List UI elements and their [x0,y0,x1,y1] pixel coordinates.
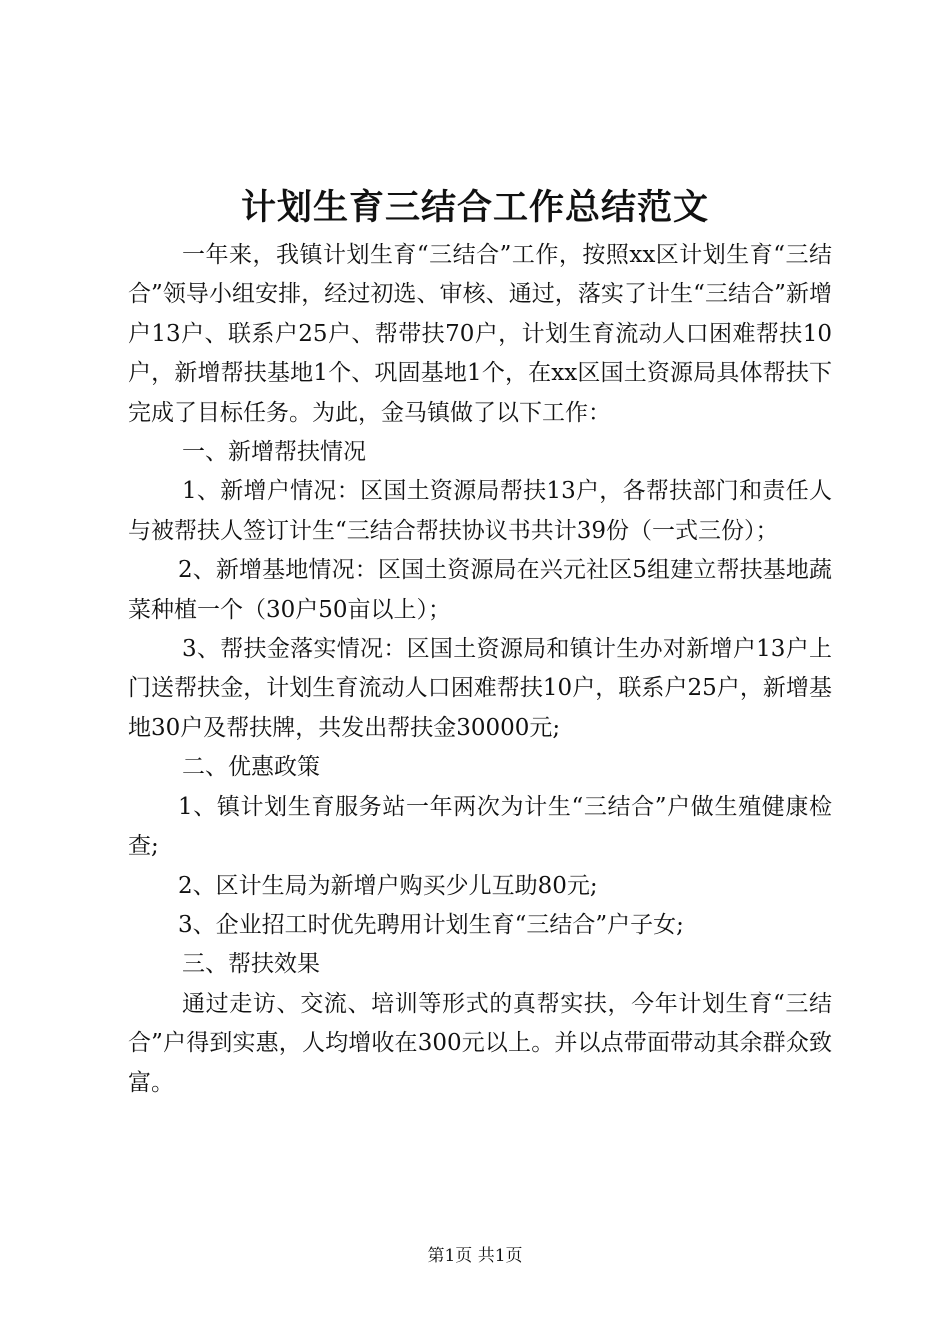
page-footer: 第1页 共1页 [427,1246,523,1266]
paragraph-new-households: 1、新增户情况：区国土资源局帮扶13户，各帮扶部门和责任人与被帮扶人签订计生“三结合帮扶协议书共计39份（一式三份）； [128,478,832,544]
paragraph-funds: 3、帮扶金落实情况：区国土资源局和镇计生办对新增户13户上门送帮扶金，计划生育流动人口困难帮扶10户，联系户25户，新增基地30户及帮扶牌，共发出帮扶金30000元; [128,636,832,741]
paragraph-effects: 通过走访、交流、培训等形式的真帮实扶，今年计划生育“三结合”户得到实惠，人均增收在300元以上。并以点带面带动其余群众致富。 [128,990,832,1096]
paragraph-policy-1: 1、镇计划生育服务站一年两次为计生“三结合”户做生殖健康检查; [128,793,832,860]
paragraph-intro: 一年来，我镇计划生育“三结合”工作，按照xx区计划生育“三结合”领导小组安排，经过初选、审核、通过，落实了计生“三结合”新增户13户、联系户25户、帮带扶70户，计划生育流动人口困难帮扶10户，新增帮扶基地1个、巩固基地1个，在xx区国土资源局具体帮扶下完成了目标任务。为此，金马镇做了以下工作： [128,242,832,426]
section-heading-new-assistance: 一、新增帮扶情况 [182,439,366,466]
document-body [128,236,832,1103]
paragraph-new-base: 2、新增基地情况：区国土资源局在兴元社区5组建立帮扶基地蔬菜种植一个（30户50亩以上）； [128,557,832,623]
section-heading-policies: 二、优惠政策 [182,754,320,781]
paragraph-policy-2: 2、区计生局为新增户购买少儿互助80元; [178,872,598,899]
paragraph-policy-3: 3、企业招工时优先聘用计划生育“三结合”户子女; [178,911,684,938]
section-heading-effects: 三、帮扶效果 [182,951,320,978]
document-title: 计划生育三结合工作总结范文 [240,187,709,228]
